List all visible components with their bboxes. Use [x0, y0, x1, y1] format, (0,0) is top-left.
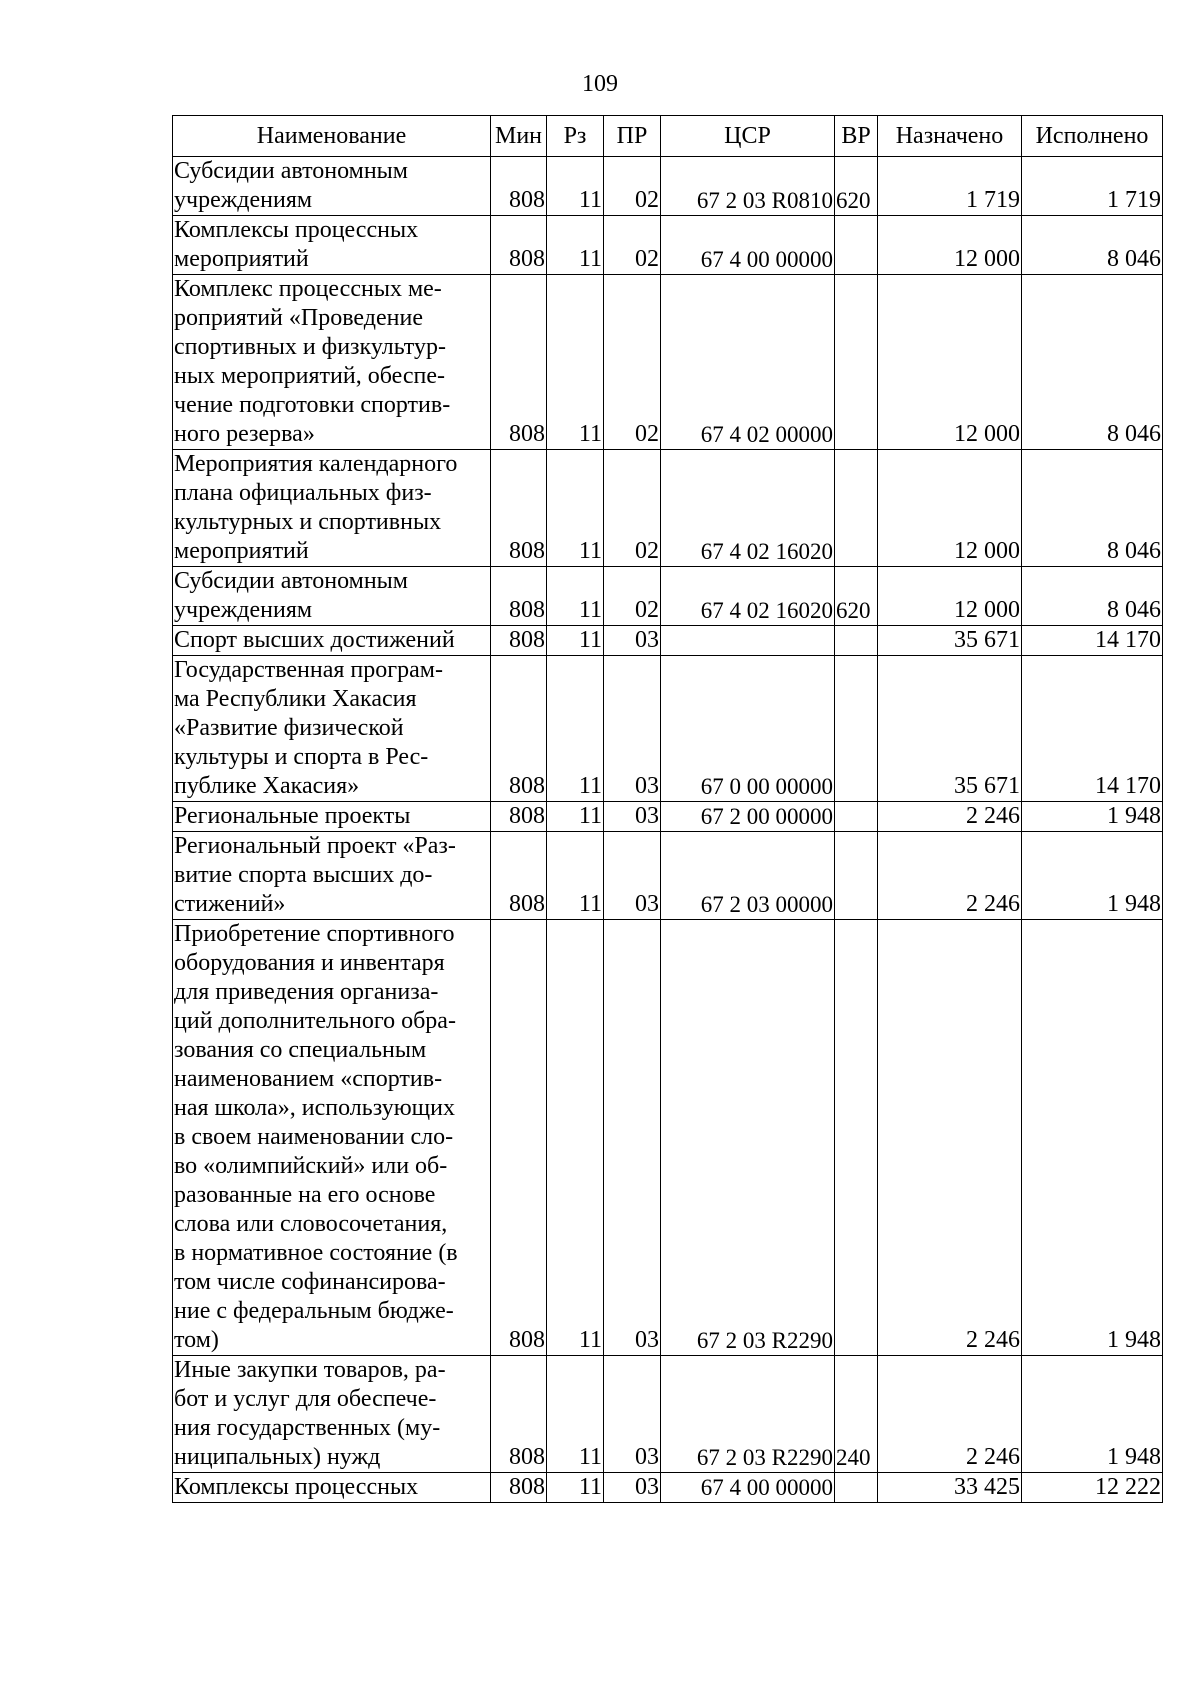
header-pr: ПР: [604, 116, 661, 157]
cell-vr: [835, 450, 878, 567]
cell-csr: 67 2 03 R2290: [661, 1356, 835, 1473]
header-csr: ЦСР: [661, 116, 835, 157]
cell-csr: 67 2 03 00000: [661, 832, 835, 920]
cell-csr: 67 2 00 00000: [661, 802, 835, 832]
cell-assigned: 12 000: [878, 275, 1022, 450]
cell-assigned: 2 246: [878, 1356, 1022, 1473]
cell-min: 808: [491, 656, 547, 802]
cell-pr: 03: [604, 832, 661, 920]
cell-min: 808: [491, 832, 547, 920]
cell-executed: 1 948: [1022, 920, 1163, 1356]
cell-csr: 67 2 03 R0810: [661, 157, 835, 216]
cell-rz: 11: [547, 1473, 604, 1503]
cell-rz: 11: [547, 832, 604, 920]
cell-min: 808: [491, 626, 547, 656]
cell-min: 808: [491, 1473, 547, 1503]
cell-vr: 240: [835, 1356, 878, 1473]
cell-vr: [835, 1473, 878, 1503]
cell-vr: [835, 216, 878, 275]
cell-rz: 11: [547, 216, 604, 275]
cell-min: 808: [491, 157, 547, 216]
table-row: [173, 832, 1163, 920]
header-vr: ВР: [835, 116, 878, 157]
cell-csr: 67 4 02 16020: [661, 567, 835, 626]
cell-executed: 8 046: [1022, 275, 1163, 450]
cell-pr: 02: [604, 157, 661, 216]
cell-pr: 03: [604, 626, 661, 656]
cell-vr: [835, 920, 878, 1356]
table-row: [173, 1473, 1163, 1503]
table-row: [173, 157, 1163, 216]
cell-pr: 03: [604, 1356, 661, 1473]
cell-name: Комплексы процессных: [173, 1473, 491, 1503]
cell-assigned: 35 671: [878, 626, 1022, 656]
cell-csr: 67 4 00 00000: [661, 216, 835, 275]
cell-rz: 11: [547, 656, 604, 802]
cell-min: 808: [491, 1356, 547, 1473]
cell-name: Региональный проект «Раз- витие спорта высших до- стижений»: [173, 832, 491, 920]
cell-rz: 11: [547, 275, 604, 450]
cell-rz: 11: [547, 1356, 604, 1473]
cell-assigned: 2 246: [878, 832, 1022, 920]
cell-min: 808: [491, 216, 547, 275]
cell-csr: 67 4 02 00000: [661, 275, 835, 450]
cell-name: Мероприятия календарного плана официальных физ- культурных и спортивных мероприятий: [173, 450, 491, 567]
header-row: [173, 116, 1163, 157]
table-row: [173, 216, 1163, 275]
cell-min: 808: [491, 450, 547, 567]
table-body: [173, 157, 1163, 1503]
cell-executed: 14 170: [1022, 626, 1163, 656]
cell-rz: 11: [547, 157, 604, 216]
header-min: Мин: [491, 116, 547, 157]
cell-executed: 1 948: [1022, 832, 1163, 920]
cell-vr: [835, 832, 878, 920]
cell-name: Комплекс процессных ме- роприятий «Проведение спортивных и физкультур- ных мероприятий, обеспе- чение подготовки спортив- ного резерва»: [173, 275, 491, 450]
cell-name: Комплексы процессных мероприятий: [173, 216, 491, 275]
cell-name: Приобретение спортивного оборудования и инвентаря для приведения организа- ций дополнительного обра- зования со специальным наименованием «спортив- ная школа», использующих в своем наименовании сло- во «олимпийский» или об- разованные на его основе слова или словосочетания, в нормативное состояние (в том числе софинансирова- ние с федеральным бюдже- том): [173, 920, 491, 1356]
cell-name: Государственная програм- ма Республики Хакасия «Развитие физической культуры и спорта в Рес- публике Хакасия»: [173, 656, 491, 802]
cell-pr: 02: [604, 450, 661, 567]
cell-min: 808: [491, 920, 547, 1356]
cell-csr: 67 4 00 00000: [661, 1473, 835, 1503]
cell-vr: [835, 626, 878, 656]
cell-min: 808: [491, 802, 547, 832]
cell-vr: 620: [835, 157, 878, 216]
cell-pr: 03: [604, 802, 661, 832]
cell-assigned: 12 000: [878, 216, 1022, 275]
table-row: [173, 567, 1163, 626]
cell-executed: 8 046: [1022, 567, 1163, 626]
cell-csr: 67 0 00 00000: [661, 656, 835, 802]
cell-rz: 11: [547, 450, 604, 567]
header-assigned: Назначено: [878, 116, 1022, 157]
cell-name: Иные закупки товаров, ра- бот и услуг для обеспече- ния государственных (му- ниципальных) нужд: [173, 1356, 491, 1473]
cell-rz: 11: [547, 567, 604, 626]
cell-executed: 8 046: [1022, 450, 1163, 567]
cell-rz: 11: [547, 626, 604, 656]
cell-executed: 12 222: [1022, 1473, 1163, 1503]
cell-vr: [835, 802, 878, 832]
table-row: [173, 275, 1163, 450]
cell-rz: 11: [547, 920, 604, 1356]
page-number: 109: [582, 71, 618, 97]
cell-vr: [835, 275, 878, 450]
cell-name: Региональные проекты: [173, 802, 491, 832]
cell-rz: 11: [547, 802, 604, 832]
cell-pr: 02: [604, 216, 661, 275]
table-row: [173, 626, 1163, 656]
cell-assigned: 35 671: [878, 656, 1022, 802]
table-row: [173, 1356, 1163, 1473]
cell-executed: 14 170: [1022, 656, 1163, 802]
cell-min: 808: [491, 567, 547, 626]
cell-csr: [661, 626, 835, 656]
cell-assigned: 1 719: [878, 157, 1022, 216]
budget-table: [172, 115, 1163, 1503]
cell-assigned: 33 425: [878, 1473, 1022, 1503]
cell-name: Субсидии автономным учреждениям: [173, 567, 491, 626]
cell-pr: 03: [604, 656, 661, 802]
cell-pr: 03: [604, 920, 661, 1356]
cell-min: 808: [491, 275, 547, 450]
cell-pr: 03: [604, 1473, 661, 1503]
cell-csr: 67 4 02 16020: [661, 450, 835, 567]
cell-executed: 1 719: [1022, 157, 1163, 216]
cell-executed: 1 948: [1022, 1356, 1163, 1473]
cell-assigned: 12 000: [878, 567, 1022, 626]
table-row: [173, 920, 1163, 1356]
cell-name: Субсидии автономным учреждениям: [173, 157, 491, 216]
cell-name: Спорт высших достижений: [173, 626, 491, 656]
cell-assigned: 12 000: [878, 450, 1022, 567]
header-rz: Рз: [547, 116, 604, 157]
cell-executed: 8 046: [1022, 216, 1163, 275]
cell-pr: 02: [604, 275, 661, 450]
cell-vr: [835, 656, 878, 802]
cell-vr: 620: [835, 567, 878, 626]
cell-csr: 67 2 03 R2290: [661, 920, 835, 1356]
table-row: [173, 450, 1163, 567]
header-name: Наименование: [173, 116, 491, 157]
table-row: [173, 656, 1163, 802]
cell-pr: 02: [604, 567, 661, 626]
header-executed: Исполнено: [1022, 116, 1163, 157]
cell-assigned: 2 246: [878, 802, 1022, 832]
cell-executed: 1 948: [1022, 802, 1163, 832]
table-row: [173, 802, 1163, 832]
cell-assigned: 2 246: [878, 920, 1022, 1356]
